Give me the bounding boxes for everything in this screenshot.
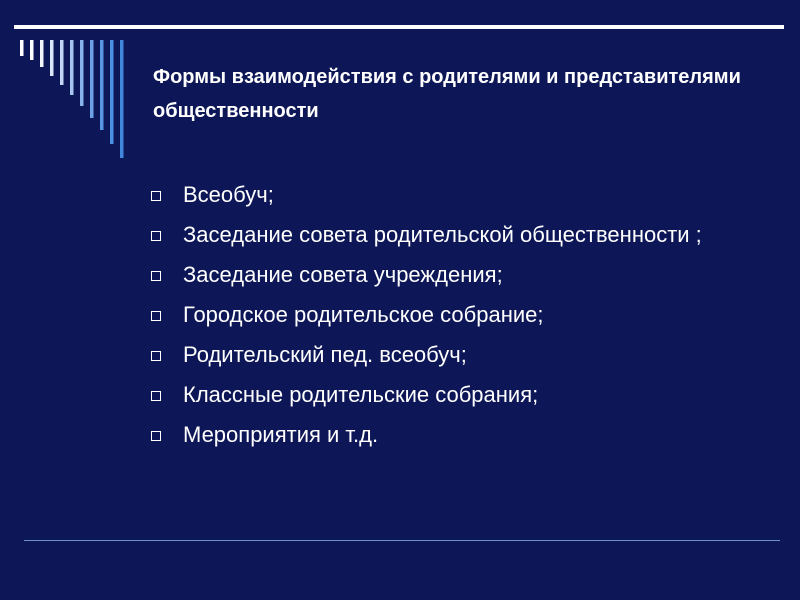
decorative-stripes — [18, 40, 138, 164]
list-item — [151, 420, 751, 450]
list-item — [151, 220, 751, 250]
slide-title: Формы взаимодействия с родителями и представителями общественности — [153, 66, 741, 122]
list-item-text: Городское родительское собрание; — [183, 302, 544, 327]
list-item-text: Мероприятия и т.д. — [183, 422, 379, 447]
square-bullet-icon — [151, 231, 161, 241]
list-item-text: Классные родительские собрания; — [183, 382, 539, 407]
square-bullet-icon — [151, 351, 161, 361]
square-bullet-icon — [151, 391, 161, 401]
stripe-4 — [50, 40, 54, 76]
bullet-list — [151, 180, 751, 460]
stripe-9 — [100, 40, 104, 130]
stripe-7 — [80, 40, 84, 106]
stripe-11 — [120, 40, 124, 158]
stripe-5 — [60, 40, 64, 85]
list-item-text: Заседание совета родительской общественности ; — [183, 222, 702, 247]
list-item — [151, 380, 751, 410]
list-item-text: Заседание совета учреждения; — [183, 262, 503, 287]
square-bullet-icon — [151, 431, 161, 441]
square-bullet-icon — [151, 191, 161, 201]
stripe-6 — [70, 40, 74, 95]
bottom-divider — [24, 540, 780, 541]
stripe-8 — [90, 40, 94, 118]
stripe-1 — [20, 40, 24, 56]
list-item — [151, 180, 751, 210]
square-bullet-icon — [151, 311, 161, 321]
square-bullet-icon — [151, 271, 161, 281]
stripe-10 — [110, 40, 114, 144]
list-item-text: Всеобуч; — [183, 182, 274, 207]
top-divider — [14, 25, 784, 29]
stripe-2 — [30, 40, 34, 60]
list-item — [151, 340, 751, 370]
list-item-text: Родительский пед. всеобуч; — [183, 342, 467, 367]
stripe-3 — [40, 40, 44, 67]
list-item — [151, 300, 751, 330]
list-item — [151, 260, 751, 290]
